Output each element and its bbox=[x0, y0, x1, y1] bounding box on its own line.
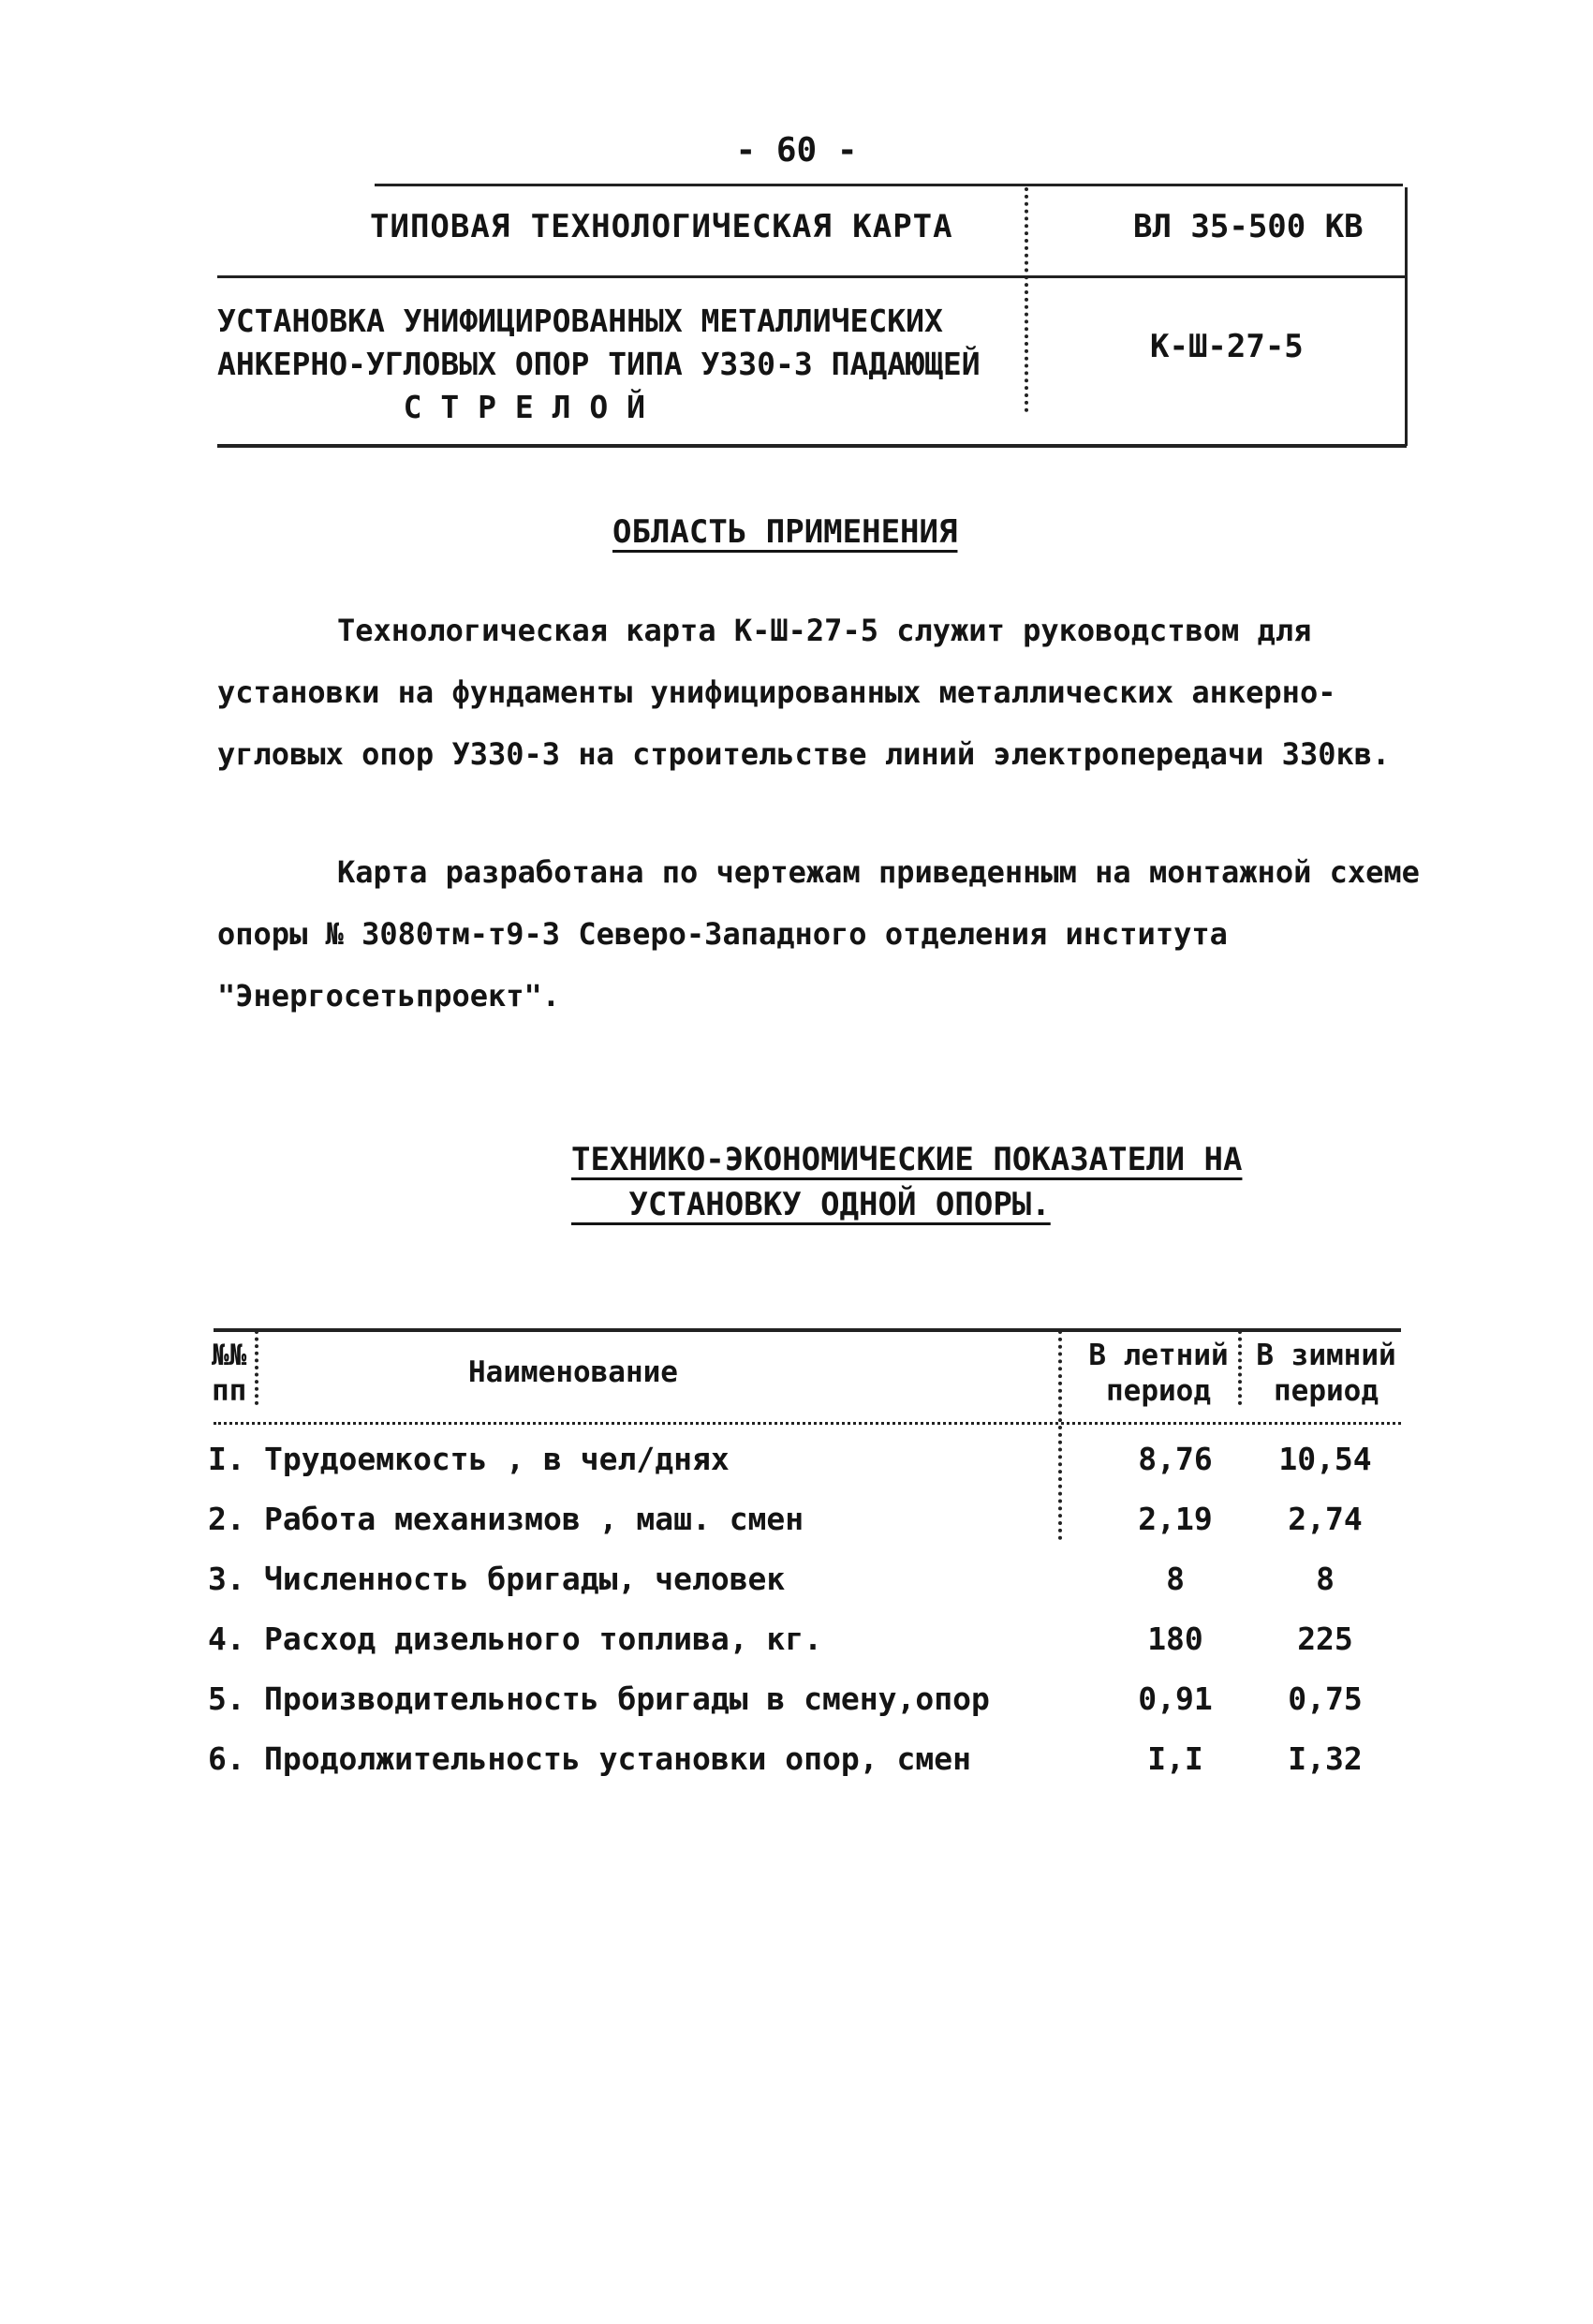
table-top-rule bbox=[214, 1328, 1401, 1332]
row-summer-value: I,I bbox=[1147, 1740, 1203, 1777]
header-top-rule bbox=[375, 184, 1403, 186]
column-header-winter: В зимний период bbox=[1256, 1339, 1396, 1408]
scope-paragraph-2 bbox=[217, 841, 1425, 1027]
indicators-heading: ТЕХНИКО-ЭКОНОМИЧЕСКИЕ ПОКАЗАТЕЛИ НА УСТАНОВКУ ОДНОЙ ОПОРЫ. bbox=[571, 1141, 1243, 1223]
table-divider-num bbox=[255, 1330, 258, 1405]
row-number: 2. bbox=[208, 1501, 245, 1537]
header-bottom-rule bbox=[217, 444, 1407, 448]
row-winter-value: 2,74 bbox=[1288, 1501, 1363, 1537]
row-winter-value: 225 bbox=[1297, 1621, 1353, 1657]
page-number: - 60 - bbox=[735, 131, 858, 170]
column-header-num: №№ пп bbox=[212, 1339, 247, 1408]
scope-paragraph-1-text: Технологическая карта К-Ш-27-5 служит руководством для установки на фундаменты унифицированных металлических анкерно-угловых опор УЗЗ0-3 на строительстве линий электропередачи 330кв. bbox=[217, 613, 1391, 772]
row-winter-value: 0,75 bbox=[1288, 1680, 1363, 1717]
table-divider-period bbox=[1238, 1330, 1242, 1405]
row-name: Численность бригады, человек bbox=[264, 1561, 786, 1597]
row-number: I. bbox=[208, 1441, 245, 1477]
header-title: ТИПОВАЯ ТЕХНОЛОГИЧЕСКАЯ КАРТА bbox=[370, 208, 953, 245]
table-row bbox=[0, 1561, 1593, 1621]
header-column-divider bbox=[1025, 187, 1028, 412]
scope-heading: ОБЛАСТЬ ПРИМЕНЕНИЯ bbox=[612, 513, 958, 551]
column-header-summer: В летний период bbox=[1088, 1339, 1229, 1408]
row-name: Производительность бригады в смену,опор bbox=[264, 1680, 990, 1717]
table-row bbox=[0, 1740, 1593, 1800]
header-subtitle: УСТАНОВКА УНИФИЦИРОВАННЫХ МЕТАЛЛИЧЕСКИХ АНКЕРНО-УГЛОВЫХ ОПОР ТИПА УЗЗ0-3 ПАДАЮЩЕЙ С Т Р Е Л О Й bbox=[217, 303, 981, 425]
table-row bbox=[0, 1680, 1593, 1740]
row-winter-value: 8 bbox=[1316, 1561, 1335, 1597]
table-row bbox=[0, 1441, 1593, 1501]
row-summer-value: 8 bbox=[1166, 1561, 1185, 1597]
header-right-border bbox=[1405, 187, 1408, 446]
table-header-rule bbox=[214, 1422, 1401, 1425]
row-number: 3. bbox=[208, 1561, 245, 1597]
row-number: 6. bbox=[208, 1740, 245, 1777]
scope-paragraph-2-text: Карта разработана по чертежам приведенным на монтажной схеме опоры № 3080тм-т9-3 Северо-Западного отделения института "Энергосетьпроект". bbox=[217, 854, 1420, 1014]
row-name: Продолжительность установки опор, смен bbox=[264, 1740, 971, 1777]
column-header-name: Наименование bbox=[468, 1355, 678, 1389]
row-winter-value: I,32 bbox=[1288, 1740, 1363, 1777]
header-card-number: К-Ш-27-5 bbox=[1150, 328, 1304, 365]
row-name: Расход дизельного топлива, кг. bbox=[264, 1621, 823, 1657]
row-name: Работа механизмов , маш. смен bbox=[264, 1501, 804, 1537]
row-number: 4. bbox=[208, 1621, 245, 1657]
header-middle-rule bbox=[217, 275, 1407, 278]
table-row bbox=[0, 1501, 1593, 1561]
row-name: Трудоемкость , в чел/днях bbox=[264, 1441, 730, 1477]
row-number: 5. bbox=[208, 1680, 245, 1717]
scope-paragraph-1 bbox=[217, 600, 1425, 785]
row-summer-value: 0,91 bbox=[1138, 1680, 1213, 1717]
row-summer-value: 180 bbox=[1147, 1621, 1203, 1657]
row-summer-value: 8,76 bbox=[1138, 1441, 1213, 1477]
row-summer-value: 2,19 bbox=[1138, 1501, 1213, 1537]
table-row bbox=[0, 1621, 1593, 1680]
header-code: ВЛ 35-500 КВ bbox=[1133, 208, 1364, 245]
row-winter-value: 10,54 bbox=[1278, 1441, 1372, 1477]
